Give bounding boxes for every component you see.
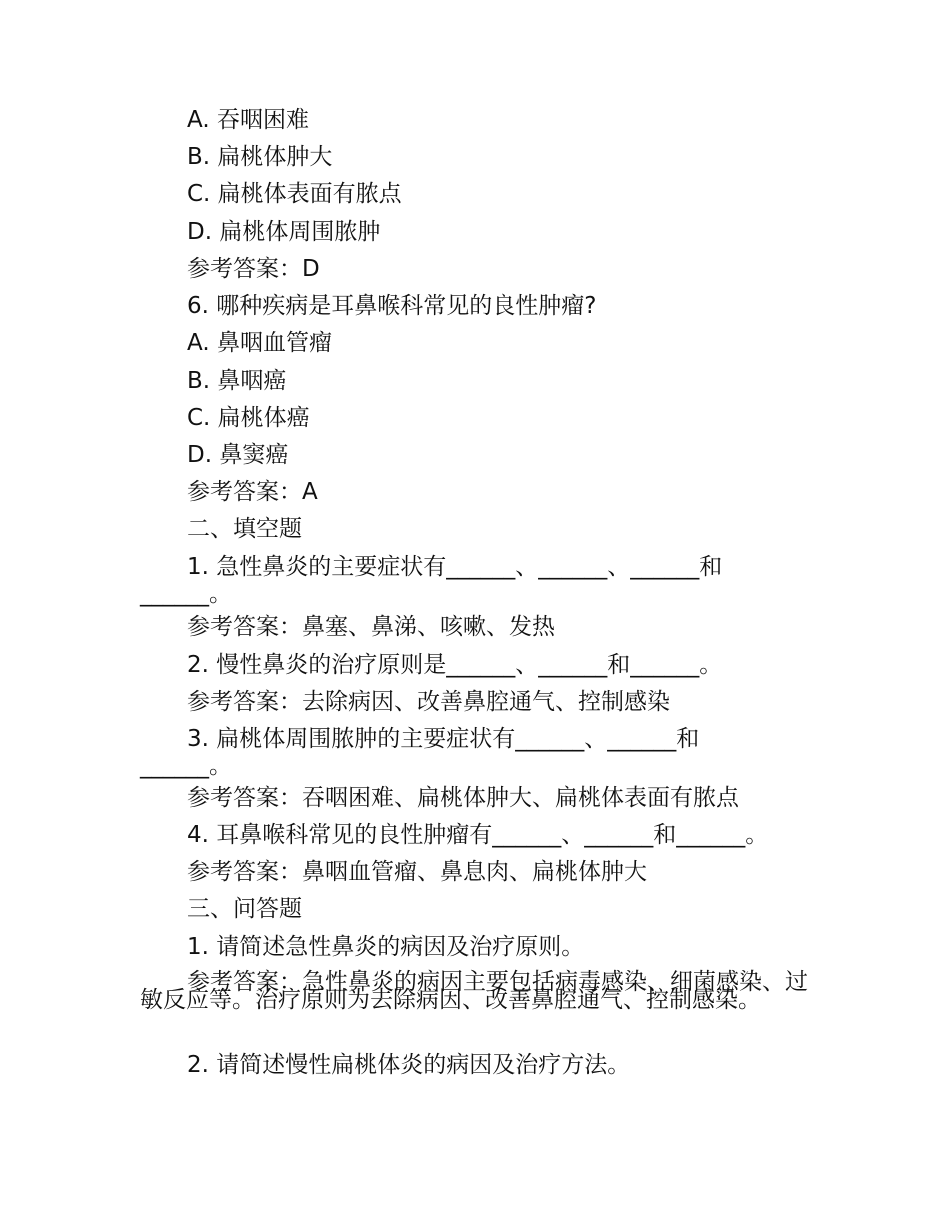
section-fill-in-heading: 二、填空题 [187, 516, 302, 542]
q6-option-a: A. 鼻咽血管瘤 [187, 330, 332, 356]
answer-q6: 参考答案：A [187, 479, 318, 505]
q6-option-c: C. 扁桃体癌 [187, 405, 310, 431]
qa-question-2: 2. 请简述慢性扁桃体炎的病因及治疗方法。 [187, 1052, 631, 1078]
qa-question-1: 1. 请简述急性鼻炎的病因及治疗原则。 [187, 934, 585, 960]
answer-q5: 参考答案：D [187, 256, 320, 282]
fill-question-2: 2. 慢性鼻炎的治疗原则是______、______和______。 [187, 652, 723, 678]
option-a-swallowing: A. 吞咽困难 [187, 107, 309, 133]
fill-question-1: 1. 急性鼻炎的主要症状有______、______、______和 [187, 554, 723, 580]
fill-question-4: 4. 耳鼻喉科常见的良性肿瘤有______、______和______。 [187, 822, 769, 848]
q6-option-b: B. 鼻咽癌 [187, 368, 287, 394]
fill-answer-1: 参考答案：鼻塞、鼻涕、咳嗽、发热 [187, 614, 555, 640]
option-c-tonsil-pus: C. 扁桃体表面有脓点 [187, 181, 402, 207]
section-qa-heading: 三、问答题 [187, 896, 302, 922]
q6-option-d: D. 鼻窦癌 [187, 442, 289, 468]
question-6: 6. 哪种疾病是耳鼻喉科常见的良性肿瘤? [187, 293, 597, 319]
fill-answer-3: 参考答案：吞咽困难、扁桃体肿大、扁桃体表面有脓点 [187, 785, 739, 811]
fill-answer-4: 参考答案：鼻咽血管瘤、鼻息肉、扁桃体肿大 [187, 859, 647, 885]
option-d-peritonsillar-abscess: D. 扁桃体周围脓肿 [187, 219, 381, 245]
fill-answer-2: 参考答案：去除病因、改善鼻腔通气、控制感染 [187, 689, 670, 715]
fill-question-3: 3. 扁桃体周围脓肿的主要症状有______、______和 [187, 726, 700, 752]
qa-answer-1: 参考答案：急性鼻炎的病因主要包括病毒感染、细菌感染、过敏反应等。治疗原则为去除病因、改善鼻腔通气、控制感染。 [140, 969, 808, 1013]
fill-question-1-wrap: ______。 [140, 581, 232, 607]
fill-question-3-wrap: ______。 [140, 753, 232, 779]
option-b-tonsil-swelling: B. 扁桃体肿大 [187, 144, 333, 170]
